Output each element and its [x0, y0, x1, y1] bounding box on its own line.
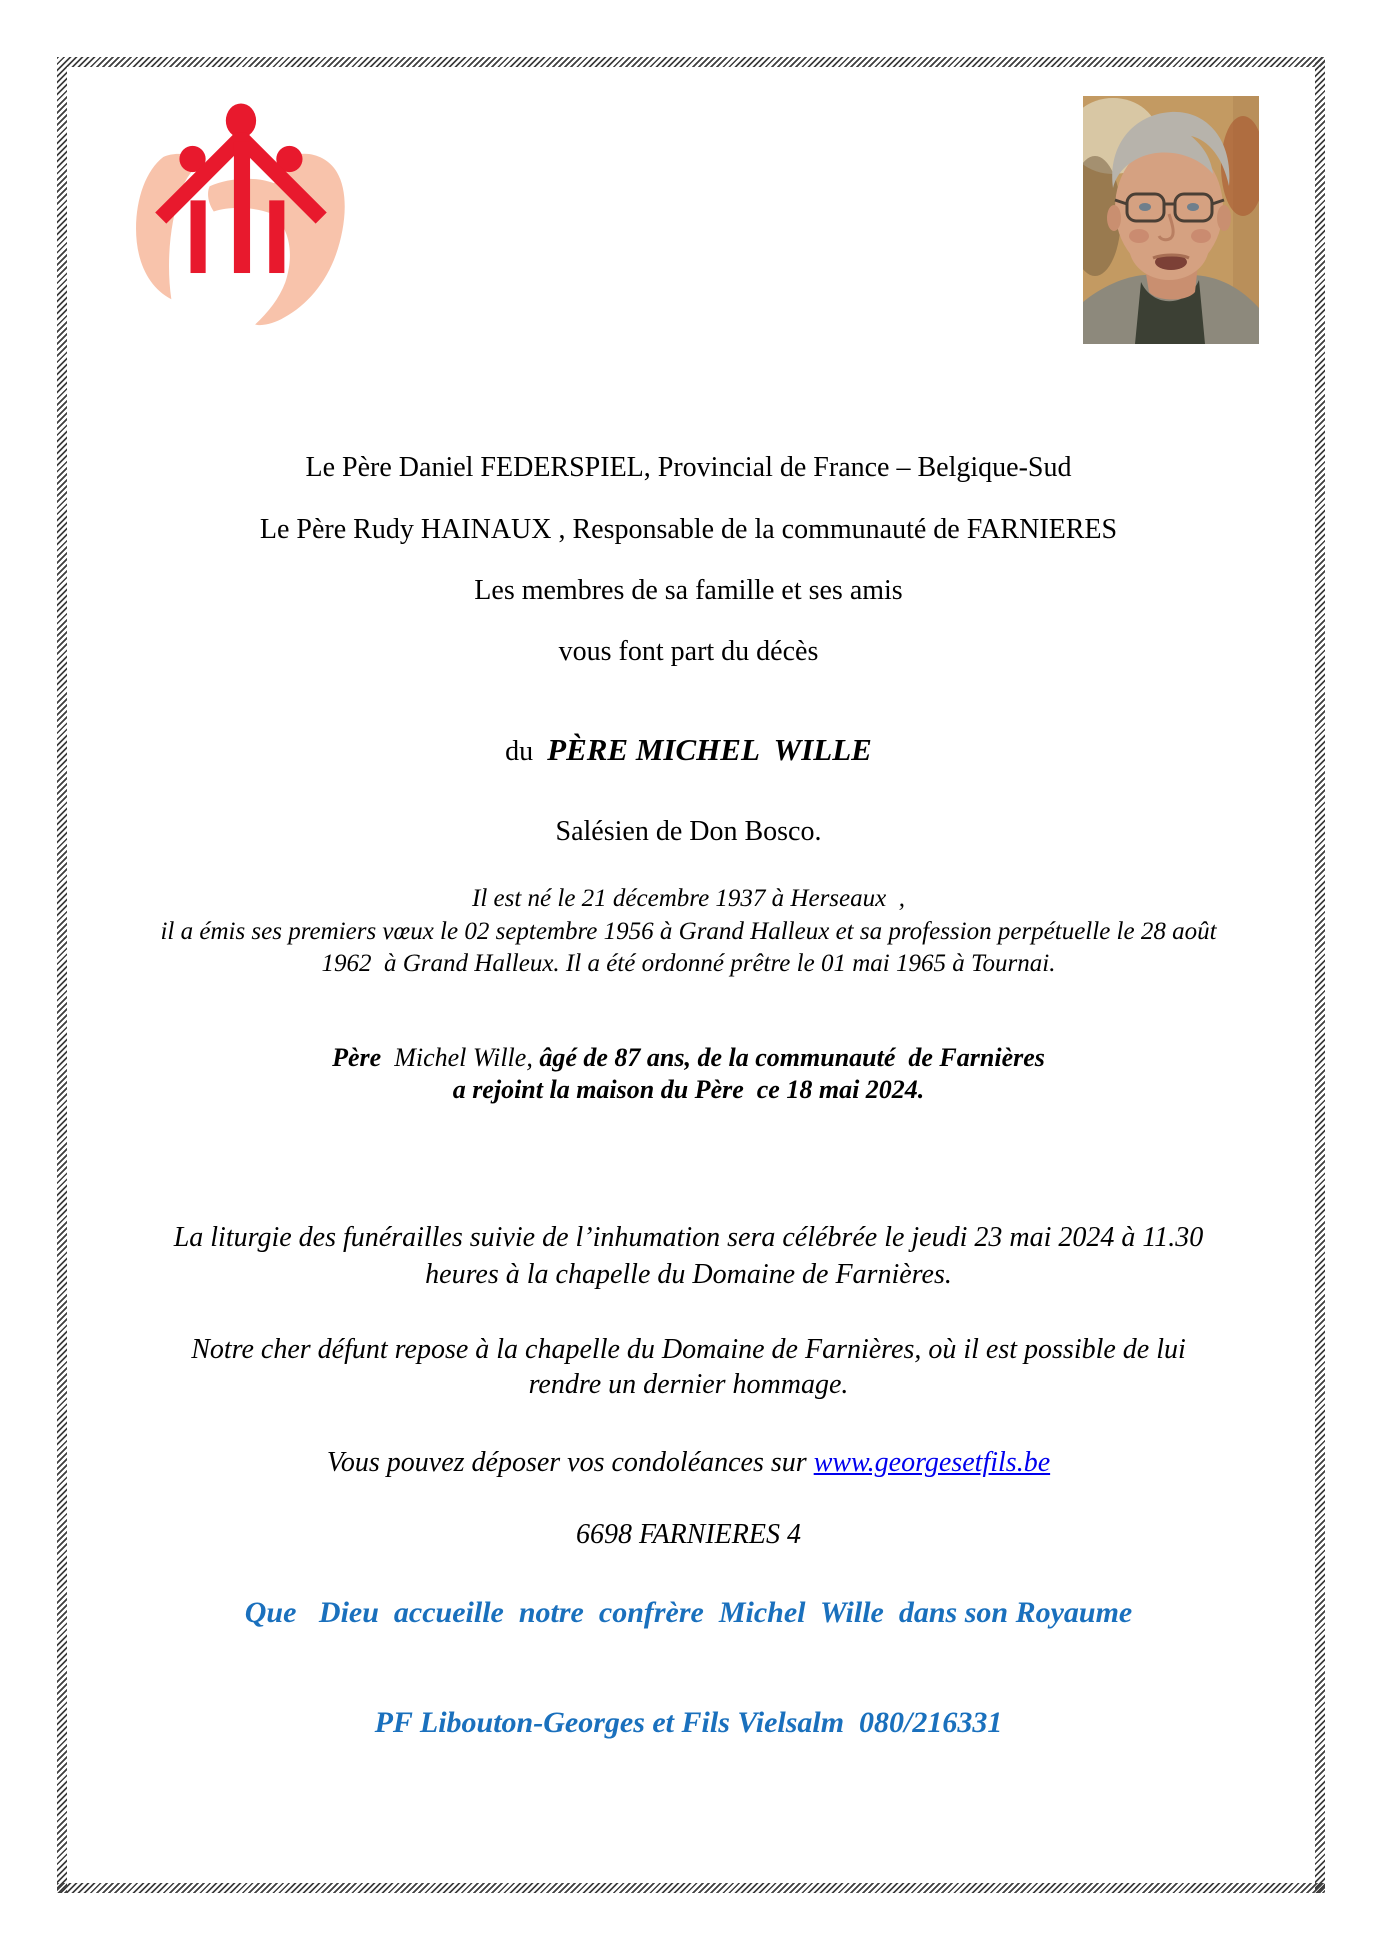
line-salesien: Salésien de Don Bosco. [555, 816, 822, 847]
death-line-2: a rejoint la maison du Père ce 18 mai 2024. [452, 1075, 925, 1104]
line-famille: Les membres de sa famille et ses amis [474, 575, 903, 606]
border-bottom [57, 1883, 1325, 1893]
border-left [57, 57, 67, 1893]
deceased-name: PÈRE MICHEL WILLE [547, 732, 872, 767]
liturgie-line-2: heures à la chapelle du Domaine de Farnières. [425, 1259, 952, 1290]
address-line: 6698 FARNIERES 4 [575, 1519, 801, 1550]
line-deceased-name [70, 728, 1307, 778]
line-deces: vous font part du décès [558, 636, 819, 667]
bio-line-2: il a émis ses premiers vœux le 02 septembre 1956 à Grand Halleux et sa profession perpétuelle le 28 août [160, 918, 1217, 945]
funeral-home-line: PF Libouton-Georges et Fils Vielsalm 080/216331 [374, 1706, 1003, 1739]
bio-line-1: Il est né le 21 décembre 1937 à Herseaux , [472, 885, 905, 912]
line-provincial: Le Père Daniel FEDERSPIEL, Provincial de France – Belgique-Sud [305, 452, 1072, 483]
deceased-portrait-photo [1083, 96, 1259, 344]
death-line-1 [70, 1041, 1307, 1075]
blessing-line: Que Dieu accueille notre confrère Michel Wille dans son Royaume [244, 1596, 1133, 1629]
condolences-text: Vous pouvez déposer vos condoléances sur [326, 1447, 814, 1478]
liturgie-line-1: La liturgie des funérailles suivie de l’inhumation sera célébrée le jeudi 23 mai 2024 à 11.30 [173, 1222, 1204, 1253]
death-nom: Michel Wille, [381, 1043, 533, 1072]
condolences-website-link[interactable]: www.georgesetfils.be [813, 1447, 1051, 1478]
deceased-name-prefix: du [505, 736, 548, 767]
death-pere: Père [332, 1043, 382, 1072]
border-top [57, 57, 1325, 67]
repose-line-2: rendre un dernier hommage. [528, 1369, 849, 1400]
repose-line-1: Notre cher défunt repose à la chapelle du Domaine de Farnières, où il est possible de lui [191, 1334, 1186, 1365]
border-right [1315, 57, 1325, 1893]
bio-line-3: 1962 à Grand Halleux. Il a été ordonné prêtre le 01 mai 1965 à Tournai. [321, 950, 1056, 977]
salesians-don-bosco-logo-icon [133, 101, 355, 329]
death-age: âgé de 87 ans, de la communauté de Farnières [532, 1043, 1045, 1072]
line-responsable: Le Père Rudy HAINAUX , Responsable de la communauté de FARNIERES [259, 514, 1118, 545]
condolences-line [70, 1443, 1307, 1483]
